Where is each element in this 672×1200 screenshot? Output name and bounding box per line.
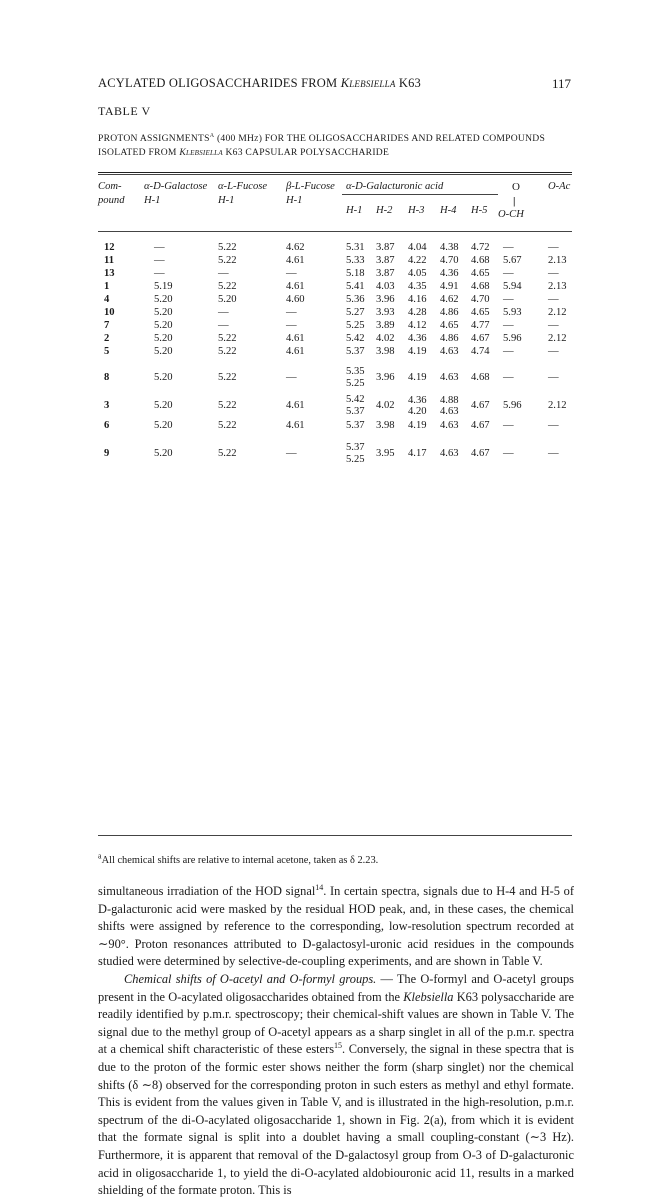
caption-text-1: PROTON ASSIGNMENTS	[98, 133, 210, 144]
cell-galA-h3: 4.19	[408, 346, 427, 358]
cell-formyl: —	[503, 294, 514, 306]
cell-galA-h1-alt: 5.25	[346, 454, 365, 466]
cell-compound: 13	[104, 268, 115, 280]
cell-beta-fucose-h1: 4.62	[286, 242, 305, 254]
header-beta-fucose	[286, 180, 335, 208]
cell-galA-h2: 3.87	[376, 268, 395, 280]
cell-galA-h1: 5.37	[346, 346, 365, 358]
header-alpha-fucose-line1: α-L-Fucose	[218, 180, 267, 194]
cell-galA-h1: 5.33	[346, 255, 365, 267]
cell-beta-fucose-h1: 4.61	[286, 346, 305, 358]
cell-galA-h2: 3.98	[376, 346, 395, 358]
footnote-mark: a	[98, 852, 102, 861]
header-h5: H-5	[471, 204, 487, 218]
header-alpha-fucose	[218, 180, 267, 208]
cell-compound: 2	[104, 333, 109, 345]
p1-citation: 14	[315, 883, 323, 892]
header-formyl-o: O	[512, 180, 520, 194]
caption-genus: Klebsiella	[179, 147, 223, 158]
cell-alpha-fucose-h1: 5.22	[218, 420, 237, 432]
cell-galA-h4: 4.65	[440, 320, 459, 332]
cell-galA-h4-alt: 4.63	[440, 406, 459, 418]
cell-galA-h4: 4.86	[440, 333, 459, 345]
cell-compound: 9	[104, 448, 109, 460]
cell-galA-h4: 4.91	[440, 281, 459, 293]
table-bottom-rule	[98, 835, 572, 836]
header-galacturonic-acid: α-D-Galacturonic acid	[346, 180, 443, 194]
cell-acetyl: —	[548, 346, 559, 358]
header-compound-line2: pound	[98, 194, 124, 208]
table-top-rule	[98, 172, 572, 173]
header-galactose-line1: α-D-Galactose	[144, 180, 207, 194]
cell-formyl: —	[503, 320, 514, 332]
header-bottom-rule	[98, 231, 572, 232]
cell-galactose-h1: 5.20	[154, 307, 173, 319]
cell-galA-h2: 3.87	[376, 242, 395, 254]
cell-galA-h5: 4.72	[471, 242, 490, 254]
cell-galactose-h1: 5.20	[154, 420, 173, 432]
cell-galactose-h1: 5.20	[154, 448, 173, 460]
paragraph-1	[98, 883, 574, 971]
cell-formyl: —	[503, 346, 514, 358]
caption-footnote-mark: a	[210, 130, 215, 139]
cell-acetyl: 2.13	[548, 255, 567, 267]
cell-galA-h4: 4.63	[440, 372, 459, 384]
cell-galA-h3: 4.05	[408, 268, 427, 280]
cell-compound: 7	[104, 320, 109, 332]
cell-formyl: —	[503, 268, 514, 280]
cell-beta-fucose-h1: —	[286, 268, 297, 280]
cell-galA-h4: 4.63	[440, 448, 459, 460]
p2-citation: 15	[334, 1041, 342, 1050]
cell-galA-h2: 3.96	[376, 294, 395, 306]
cell-formyl: 5.94	[503, 281, 522, 293]
table-label: TABLE V	[98, 104, 151, 119]
cell-acetyl: 2.13	[548, 281, 567, 293]
cell-acetyl: 2.12	[548, 400, 567, 412]
cell-galA-h5: 4.74	[471, 346, 490, 358]
cell-galactose-h1: 5.20	[154, 333, 173, 345]
cell-alpha-fucose-h1: 5.22	[218, 281, 237, 293]
cell-beta-fucose-h1: 4.60	[286, 294, 305, 306]
p2-genus: Klebsiella	[403, 990, 453, 1004]
cell-galA-h1: 5.42	[346, 394, 365, 406]
cell-formyl: —	[503, 242, 514, 254]
header-h1: H-1	[346, 204, 362, 218]
header-h2: H-2	[376, 204, 392, 218]
cell-galA-h3-alt: 4.20	[408, 406, 427, 418]
section-heading: Chemical shifts of O-acetyl and O-formyl groups.	[124, 972, 376, 986]
cell-galA-h2: 3.87	[376, 255, 395, 267]
running-head	[98, 76, 421, 91]
cell-galA-h1: 5.42	[346, 333, 365, 345]
cell-galA-h1: 5.31	[346, 242, 365, 254]
cell-galA-h3: 4.12	[408, 320, 427, 332]
cell-beta-fucose-h1: 4.61	[286, 420, 305, 432]
cell-galA-h1-alt: 5.25	[346, 378, 365, 390]
cell-galA-h1: 5.36	[346, 294, 365, 306]
cell-galA-h1-alt: 5.37	[346, 406, 365, 418]
running-head-text: ACYLATED OLIGOSACCHARIDES FROM	[98, 76, 337, 90]
cell-galA-h4: 4.70	[440, 255, 459, 267]
cell-galA-h5: 4.70	[471, 294, 490, 306]
body-text	[98, 883, 574, 1200]
cell-beta-fucose-h1: —	[286, 372, 297, 384]
cell-beta-fucose-h1: 4.61	[286, 281, 305, 293]
cell-galA-h2: 4.03	[376, 281, 395, 293]
cell-galA-h4: 4.36	[440, 268, 459, 280]
cell-galA-h5: 4.68	[471, 281, 490, 293]
cell-galA-h5: 4.67	[471, 400, 490, 412]
cell-acetyl: 2.12	[548, 307, 567, 319]
cell-galactose-h1: 5.20	[154, 346, 173, 358]
cell-acetyl: —	[548, 420, 559, 432]
cell-galA-h1: 5.41	[346, 281, 365, 293]
cell-alpha-fucose-h1: —	[218, 268, 229, 280]
cell-beta-fucose-h1: 4.61	[286, 333, 305, 345]
cell-galA-h2: 3.96	[376, 372, 395, 384]
cell-galA-h5: 4.67	[471, 333, 490, 345]
cell-acetyl: —	[548, 448, 559, 460]
cell-compound: 4	[104, 294, 109, 306]
header-compound	[98, 180, 124, 208]
cell-galA-h2: 4.02	[376, 333, 395, 345]
p2-text-a: — The O-formyl and O-acetyl groups present in the O-acylated oligosaccharides obtained from the	[98, 972, 574, 1004]
cell-alpha-fucose-h1: 5.22	[218, 400, 237, 412]
cell-galA-h3: 4.19	[408, 372, 427, 384]
cell-galA-h3: 4.17	[408, 448, 427, 460]
cell-acetyl: 2.12	[548, 333, 567, 345]
cell-formyl: 5.93	[503, 307, 522, 319]
cell-galA-h2: 3.93	[376, 307, 395, 319]
cell-compound: 3	[104, 400, 109, 412]
cell-alpha-fucose-h1: —	[218, 320, 229, 332]
cell-galA-h5: 4.68	[471, 255, 490, 267]
cell-galA-h1: 5.27	[346, 307, 365, 319]
cell-formyl: —	[503, 420, 514, 432]
cell-galA-h1: 5.37	[346, 442, 365, 454]
cell-alpha-fucose-h1: 5.22	[218, 372, 237, 384]
cell-formyl: 5.96	[503, 400, 522, 412]
cell-acetyl: —	[548, 242, 559, 254]
cell-compound: 6	[104, 420, 109, 432]
cell-formyl: —	[503, 372, 514, 384]
header-galactose-line2: H-1	[144, 194, 207, 208]
cell-compound: 1	[104, 281, 109, 293]
cell-compound: 12	[104, 242, 115, 254]
cell-galA-h5: 4.67	[471, 420, 490, 432]
cell-beta-fucose-h1: —	[286, 307, 297, 319]
cell-galA-h1: 5.25	[346, 320, 365, 332]
cell-alpha-fucose-h1: 5.22	[218, 242, 237, 254]
cell-alpha-fucose-h1: 5.22	[218, 346, 237, 358]
header-h3: H-3	[408, 204, 424, 218]
cell-acetyl: —	[548, 268, 559, 280]
table-caption	[98, 132, 584, 160]
caption-text-2: (400 MHz) FOR THE OLIGOSACCHARIDES AND RELATED COMPOUNDS ISOLATED FROM	[98, 133, 545, 158]
cell-galA-h4: 4.86	[440, 307, 459, 319]
running-head-genus: Klebsiella	[341, 76, 396, 90]
cell-galactose-h1: 5.19	[154, 281, 173, 293]
galacturonic-span-rule	[342, 194, 498, 195]
cell-alpha-fucose-h1: 5.20	[218, 294, 237, 306]
cell-galactose-h1: —	[154, 268, 165, 280]
cell-galA-h2: 3.98	[376, 420, 395, 432]
p1-text-a: simultaneous irradiation of the HOD signal	[98, 884, 315, 898]
cell-galA-h5: 4.65	[471, 307, 490, 319]
cell-compound: 10	[104, 307, 115, 319]
caption-text-3: K63 CAPSULAR POLYSACCHARIDE	[223, 147, 389, 158]
cell-galactose-h1: 5.20	[154, 320, 173, 332]
cell-galactose-h1: —	[154, 242, 165, 254]
footnote-text: All chemical shifts are relative to internal acetone, taken as δ 2.23.	[102, 855, 379, 866]
cell-alpha-fucose-h1: 5.22	[218, 448, 237, 460]
cell-galactose-h1: 5.20	[154, 400, 173, 412]
header-beta-fucose-line1: β-L-Fucose	[286, 180, 335, 194]
cell-galA-h2: 3.95	[376, 448, 395, 460]
p1-text-b: . In certain spectra, signals due to H-4 and H-5 of D-galacturonic acid were masked by the residual HOD peak, and, in these cases, the chemical shifts were assigned by reference to the corresponding, low-resolution spectrum recorded at ∼90°. Proton resonances attributed to D-galactosyl-uronic acid residues in the compounds studied were determined by selective-de-coupling experiments, and are shown in Table V.	[98, 884, 574, 968]
cell-galA-h4: 4.38	[440, 242, 459, 254]
cell-galactose-h1: 5.20	[154, 372, 173, 384]
cell-galA-h3: 4.19	[408, 420, 427, 432]
cell-alpha-fucose-h1: —	[218, 307, 229, 319]
header-compound-line1: Com-	[98, 180, 124, 194]
cell-galA-h3: 4.16	[408, 294, 427, 306]
page-number: 117	[552, 76, 571, 92]
cell-formyl: —	[503, 448, 514, 460]
cell-galA-h2: 3.89	[376, 320, 395, 332]
cell-galA-h2: 4.02	[376, 400, 395, 412]
p2-text-b: K63 polysaccharide are readily identified by p.m.r. spectroscopy; their chemical-shift values are shown in Table V. The signal due to the methyl group of O-acetyl appears as a sharp singlet in all of the p.m.r. spectra at a chemical shift characteristic of these esters	[98, 990, 574, 1057]
cell-galA-h5: 4.65	[471, 268, 490, 280]
cell-galA-h4: 4.63	[440, 346, 459, 358]
cell-beta-fucose-h1: 4.61	[286, 400, 305, 412]
cell-galA-h3: 4.36	[408, 395, 427, 407]
cell-galA-h3: 4.22	[408, 255, 427, 267]
cell-galA-h1: 5.37	[346, 420, 365, 432]
cell-compound: 11	[104, 255, 114, 267]
cell-compound: 8	[104, 372, 109, 384]
paragraph-2	[98, 971, 574, 1200]
cell-compound: 5	[104, 346, 109, 358]
cell-galA-h5: 4.68	[471, 372, 490, 384]
cell-galA-h3: 4.36	[408, 333, 427, 345]
header-galactose	[144, 180, 207, 208]
header-h4: H-4	[440, 204, 456, 218]
table-footnote	[98, 855, 378, 866]
cell-galactose-h1: —	[154, 255, 165, 267]
cell-beta-fucose-h1: —	[286, 448, 297, 460]
p2-text-c: . Conversely, the signal in these spectra that is due to the proton of the formic ester shows neither the form (sharp singlet) nor the chemical shifts (δ ∼8) observed for the corresponding proton in such esters as methyl and ethyl formate. This is evident from the values given in Table V, and is illustrated in the high-resolution, p.m.r. spectrum of the di-O-acylated oligosaccharide 1, shown in Fig. 2(a), from which it is evident that the formate signal is split into a doublet having a small coupling-constant (∼3 Hz). Furthermore, it is apparent that removal of the D-galactosyl group from O-3 of D-galacturonic acid in oligosaccharide 1, to yield the di-O-acylated aldobiouronic acid 11, results in a marked shielding of the formate proton. This is	[98, 1042, 574, 1197]
cell-formyl: 5.96	[503, 333, 522, 345]
cell-formyl: 5.67	[503, 255, 522, 267]
cell-galA-h4: 4.88	[440, 395, 459, 407]
cell-beta-fucose-h1: —	[286, 320, 297, 332]
header-alpha-fucose-line2: H-1	[218, 194, 267, 208]
cell-galA-h4: 4.63	[440, 420, 459, 432]
cell-galA-h3: 4.28	[408, 307, 427, 319]
cell-galactose-h1: 5.20	[154, 294, 173, 306]
cell-galA-h1: 5.18	[346, 268, 365, 280]
header-acetyl: O-Ac	[548, 180, 570, 194]
cell-galA-h1: 5.35	[346, 366, 365, 378]
cell-beta-fucose-h1: 4.61	[286, 255, 305, 267]
header-formyl: O-CH	[498, 208, 524, 222]
cell-galA-h3: 4.35	[408, 281, 427, 293]
table-top-rule-2	[98, 174, 572, 175]
cell-acetyl: —	[548, 372, 559, 384]
cell-acetyl: —	[548, 294, 559, 306]
cell-acetyl: —	[548, 320, 559, 332]
cell-galA-h4: 4.62	[440, 294, 459, 306]
cell-galA-h5: 4.77	[471, 320, 490, 332]
cell-alpha-fucose-h1: 5.22	[218, 333, 237, 345]
cell-galA-h3: 4.04	[408, 242, 427, 254]
cell-alpha-fucose-h1: 5.22	[218, 255, 237, 267]
cell-galA-h5: 4.67	[471, 448, 490, 460]
running-head-strain: K63	[399, 76, 421, 90]
header-beta-fucose-line2: H-1	[286, 194, 335, 208]
